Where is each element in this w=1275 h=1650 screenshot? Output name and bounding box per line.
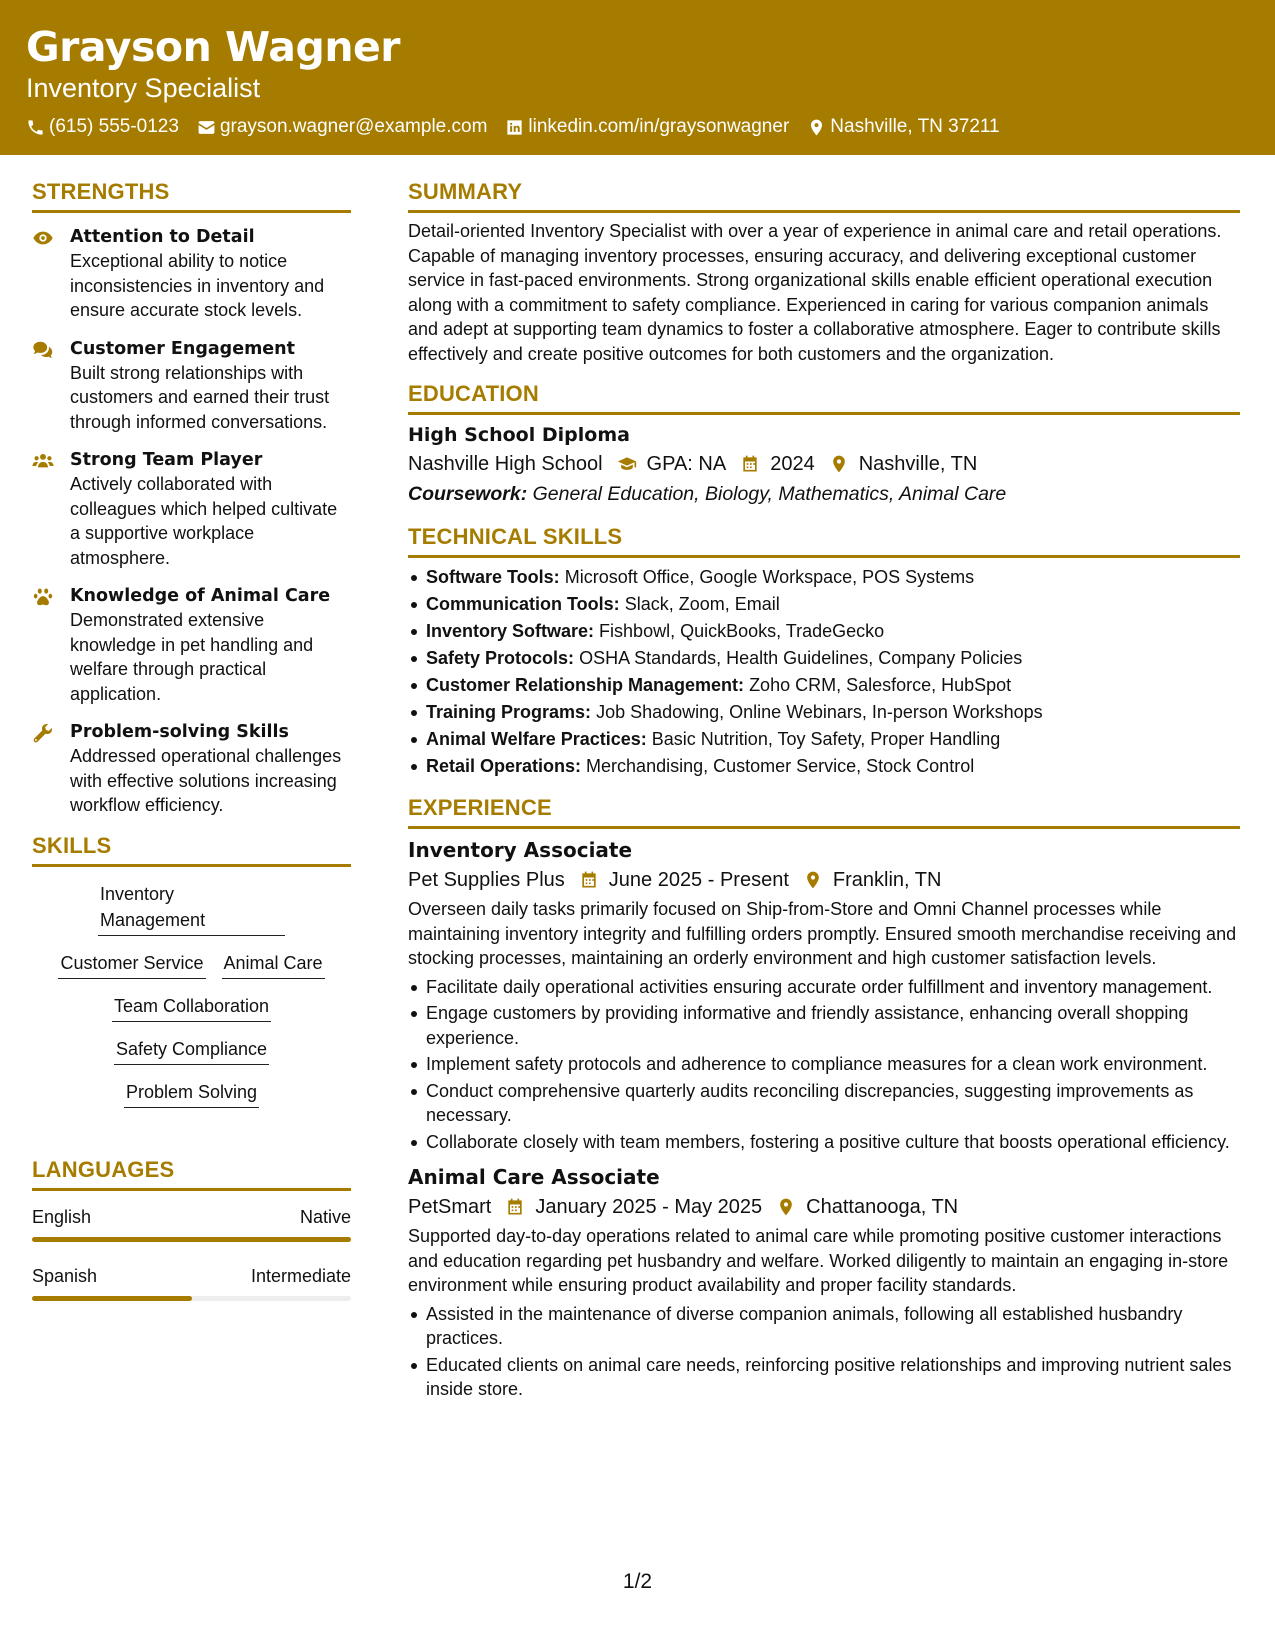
- tech-skill-value: Fishbowl, QuickBooks, TradeGecko: [599, 621, 885, 641]
- paw-icon: [32, 586, 54, 608]
- job-location: Franklin, TN: [832, 869, 942, 891]
- skill-chip: Customer Service: [58, 950, 205, 979]
- language-name: English: [32, 1206, 92, 1227]
- experience-section: [408, 794, 1240, 1402]
- list-item: Implement safety protocols and adherence to compliance measures for a clean work environment.: [408, 1052, 1240, 1077]
- map-marker-icon: [829, 454, 849, 474]
- phone-text: (615) 555-0123: [49, 116, 179, 137]
- candidate-title: Inventory Specialist: [26, 73, 261, 103]
- strength-desc: Demonstrated extensive knowledge in pet handling and welfare through practical application.: [70, 610, 314, 704]
- job-title: Inventory Associate: [408, 838, 633, 862]
- candidate-name: Grayson Wagner: [26, 23, 401, 71]
- map-marker-icon: [807, 118, 826, 137]
- job-meta: [408, 865, 1240, 895]
- tech-skill-label: Customer Relationship Management:: [426, 675, 745, 695]
- list-item: Conduct comprehensive quarterly audits reconciling discrepancies, suggesting improvements as necessary.: [408, 1079, 1240, 1128]
- contact-email[interactable]: [197, 116, 487, 138]
- language-item: [32, 1205, 351, 1242]
- list-item: Facilitate daily operational activities ensuring accurate order fulfillment and inventory management.: [408, 975, 1240, 1000]
- education-gpa: GPA: NA: [646, 453, 727, 475]
- tech-skill-value: Microsoft Office, Google Workspace, POS Systems: [564, 567, 975, 587]
- education-location: Nashville, TN: [858, 453, 978, 475]
- graduation-cap-icon: [617, 454, 637, 474]
- strengths-section: [32, 178, 351, 818]
- education-year: 2024: [770, 453, 815, 475]
- wrench-icon: [32, 722, 54, 744]
- language-proficiency-fill: [32, 1296, 192, 1301]
- linkedin-text: linkedin.com/in/graysonwagner: [528, 116, 790, 137]
- strength-desc: Exceptional ability to notice inconsistencies in inventory and ensure accurate stock levels.: [70, 251, 325, 320]
- comments-icon: [32, 339, 54, 361]
- skill-chip: Animal Care: [222, 950, 325, 979]
- job-meta: [408, 1192, 1240, 1222]
- contact-phone[interactable]: [26, 116, 179, 138]
- technical-skills-heading: TECHNICAL SKILLS: [408, 523, 1240, 558]
- job-description: Overseen daily tasks primarily focused on Ship-from-Store and Omni Channel processes while maintaining inventory integrity and fulfilling orders promptly. Ensured smooth merchandise receiving and stocking processes, maintaining an orderly environment and high customer satisfaction levels.: [408, 899, 1237, 968]
- education-heading: EDUCATION: [408, 380, 1240, 415]
- coursework-text: General Education, Biology, Mathematics, Animal Care: [532, 483, 1007, 505]
- strength-title: Customer Engagement: [70, 338, 296, 359]
- language-item: [32, 1264, 351, 1301]
- skill-chip: Team Collaboration: [112, 993, 271, 1022]
- map-marker-icon: [803, 870, 823, 890]
- envelope-icon: [197, 118, 216, 137]
- strength-title: Knowledge of Animal Care: [70, 586, 331, 606]
- language-proficiency-fill: [32, 1237, 351, 1242]
- strength-item: [32, 337, 351, 435]
- tech-skill-label: Communication Tools:: [426, 594, 620, 614]
- job-entry: [408, 1162, 1240, 1402]
- education-coursework: [408, 479, 1240, 509]
- contact-location: [807, 116, 999, 138]
- languages-heading: LANGUAGES: [32, 1156, 351, 1191]
- list-item: [408, 645, 1240, 672]
- list-item: [408, 564, 1240, 591]
- tech-skill-label: Animal Welfare Practices:: [426, 729, 647, 749]
- language-proficiency-bar: [32, 1296, 351, 1301]
- experience-heading: EXPERIENCE: [408, 794, 1240, 829]
- list-item: [408, 753, 1240, 780]
- tech-skill-value: Merchandising, Customer Service, Stock Control: [586, 756, 975, 776]
- list-item: [408, 699, 1240, 726]
- list-item: Engage customers by providing informative and friendly assistance, enhancing overall shopping experience.: [408, 1001, 1240, 1050]
- skills-section: [32, 832, 351, 1108]
- education-school: Nashville High School: [408, 453, 603, 475]
- summary-text: Detail-oriented Inventory Specialist with over a year of experience in animal care and retail operations. Capable of managing inventory processes, ensuring accuracy, and delivering exceptional customer service in fast-paced environments. Strong organizational skills enable efficient operational execution along with a commitment to safety compliance. Experienced in caring for various companion animals and adept at supporting team dynamics to foster a collaborative atmosphere. Eager to contribute skills effectively and create positive outcomes for both customers and the organization.: [408, 221, 1222, 364]
- strength-title: Strong Team Player: [70, 450, 263, 470]
- education-section: [408, 380, 1240, 509]
- strength-title: Attention to Detail: [70, 227, 255, 247]
- calendar-icon: [579, 870, 599, 890]
- tech-skill-label: Training Programs:: [426, 702, 592, 722]
- language-level: Native: [299, 1206, 351, 1227]
- job-title: Animal Care Associate: [408, 1165, 660, 1189]
- list-item: [408, 726, 1240, 753]
- strength-desc: Addressed operational challenges with effective solutions increasing workflow efficiency.: [70, 746, 342, 815]
- language-level: Intermediate: [250, 1265, 351, 1286]
- tech-skill-value: Slack, Zoom, Email: [624, 594, 780, 614]
- resume-header: [0, 0, 1275, 155]
- job-dates: January 2025 - May 2025: [535, 1196, 763, 1218]
- list-item: Collaborate closely with team members, fostering a positive culture that boosts operational efficiency.: [408, 1130, 1240, 1155]
- tech-skill-label: Retail Operations:: [426, 756, 582, 776]
- page-number: 1/2: [622, 1570, 653, 1593]
- tech-skill-label: Safety Protocols:: [426, 648, 575, 668]
- calendar-icon: [505, 1197, 525, 1217]
- summary-heading: SUMMARY: [408, 178, 1240, 213]
- eye-icon: [32, 227, 54, 249]
- strength-desc: Built strong relationships with customers and earned their trust through informed conversations.: [70, 362, 330, 432]
- tech-skill-value: Zoho CRM, Salesforce, HubSpot: [749, 675, 1012, 695]
- skill-chip: Inventory Management: [98, 881, 285, 936]
- strength-desc: Actively collaborated with colleagues which helped cultivate a supportive workplace atmosphere.: [70, 474, 338, 568]
- strength-item: [32, 448, 351, 570]
- tech-skill-value: OSHA Standards, Health Guidelines, Company Policies: [579, 648, 1023, 668]
- skill-chip: Problem Solving: [124, 1079, 259, 1108]
- list-item: [408, 618, 1240, 645]
- language-proficiency-bar: [32, 1237, 351, 1242]
- tech-skill-label: Software Tools:: [426, 567, 560, 587]
- skill-chip: Safety Compliance: [114, 1036, 269, 1065]
- job-location: Chattanooga, TN: [806, 1196, 959, 1218]
- contact-linkedin[interactable]: [505, 116, 789, 138]
- tech-skill-label: Inventory Software:: [426, 621, 595, 641]
- map-marker-icon: [776, 1197, 796, 1217]
- contact-info: [26, 116, 1249, 138]
- job-company: Pet Supplies Plus: [408, 869, 565, 891]
- calendar-icon: [740, 454, 760, 474]
- job-entry: [408, 835, 1240, 1154]
- skills-heading: SKILLS: [32, 832, 351, 867]
- education-degree: High School Diploma: [408, 424, 630, 446]
- job-company: PetSmart: [408, 1196, 492, 1218]
- languages-section: [32, 1156, 351, 1301]
- job-dates: June 2025 - Present: [608, 869, 789, 891]
- strength-item: [32, 584, 351, 706]
- strength-title: Problem-solving Skills: [70, 722, 289, 742]
- linkedin-icon: [505, 118, 524, 137]
- technical-skills-section: [408, 523, 1240, 780]
- list-item: [408, 591, 1240, 618]
- tech-skill-value: Basic Nutrition, Toy Safety, Proper Handling: [651, 729, 1001, 749]
- left-column: [32, 178, 351, 1323]
- location-text: Nashville, TN 37211: [830, 116, 1000, 137]
- phone-icon: [26, 118, 45, 137]
- language-name: Spanish: [32, 1265, 98, 1286]
- users-icon: [32, 450, 54, 472]
- job-description: Supported day-to-day operations related to animal care while promoting positive customer interactions and education regarding pet husbandry and welfare. Worked diligently to maintain an engaging in-store environment while ensuring product availability and proper facility standards.: [408, 1226, 1229, 1295]
- summary-section: [408, 178, 1240, 366]
- email-text: grayson.wagner@example.com: [219, 116, 488, 137]
- strength-item: [32, 720, 351, 818]
- coursework-label: Coursework:: [408, 483, 528, 505]
- strength-item: [32, 225, 351, 323]
- strengths-heading: STRENGTHS: [32, 178, 351, 213]
- list-item: Assisted in the maintenance of diverse companion animals, following all established husbandry practices.: [408, 1302, 1240, 1351]
- list-item: Educated clients on animal care needs, reinforcing positive relationships and improving nutrient sales inside store.: [408, 1353, 1240, 1402]
- list-item: [408, 672, 1240, 699]
- right-column: [408, 178, 1240, 1404]
- tech-skill-value: Job Shadowing, Online Webinars, In-person Workshops: [596, 702, 1043, 722]
- education-meta: [408, 449, 1240, 479]
